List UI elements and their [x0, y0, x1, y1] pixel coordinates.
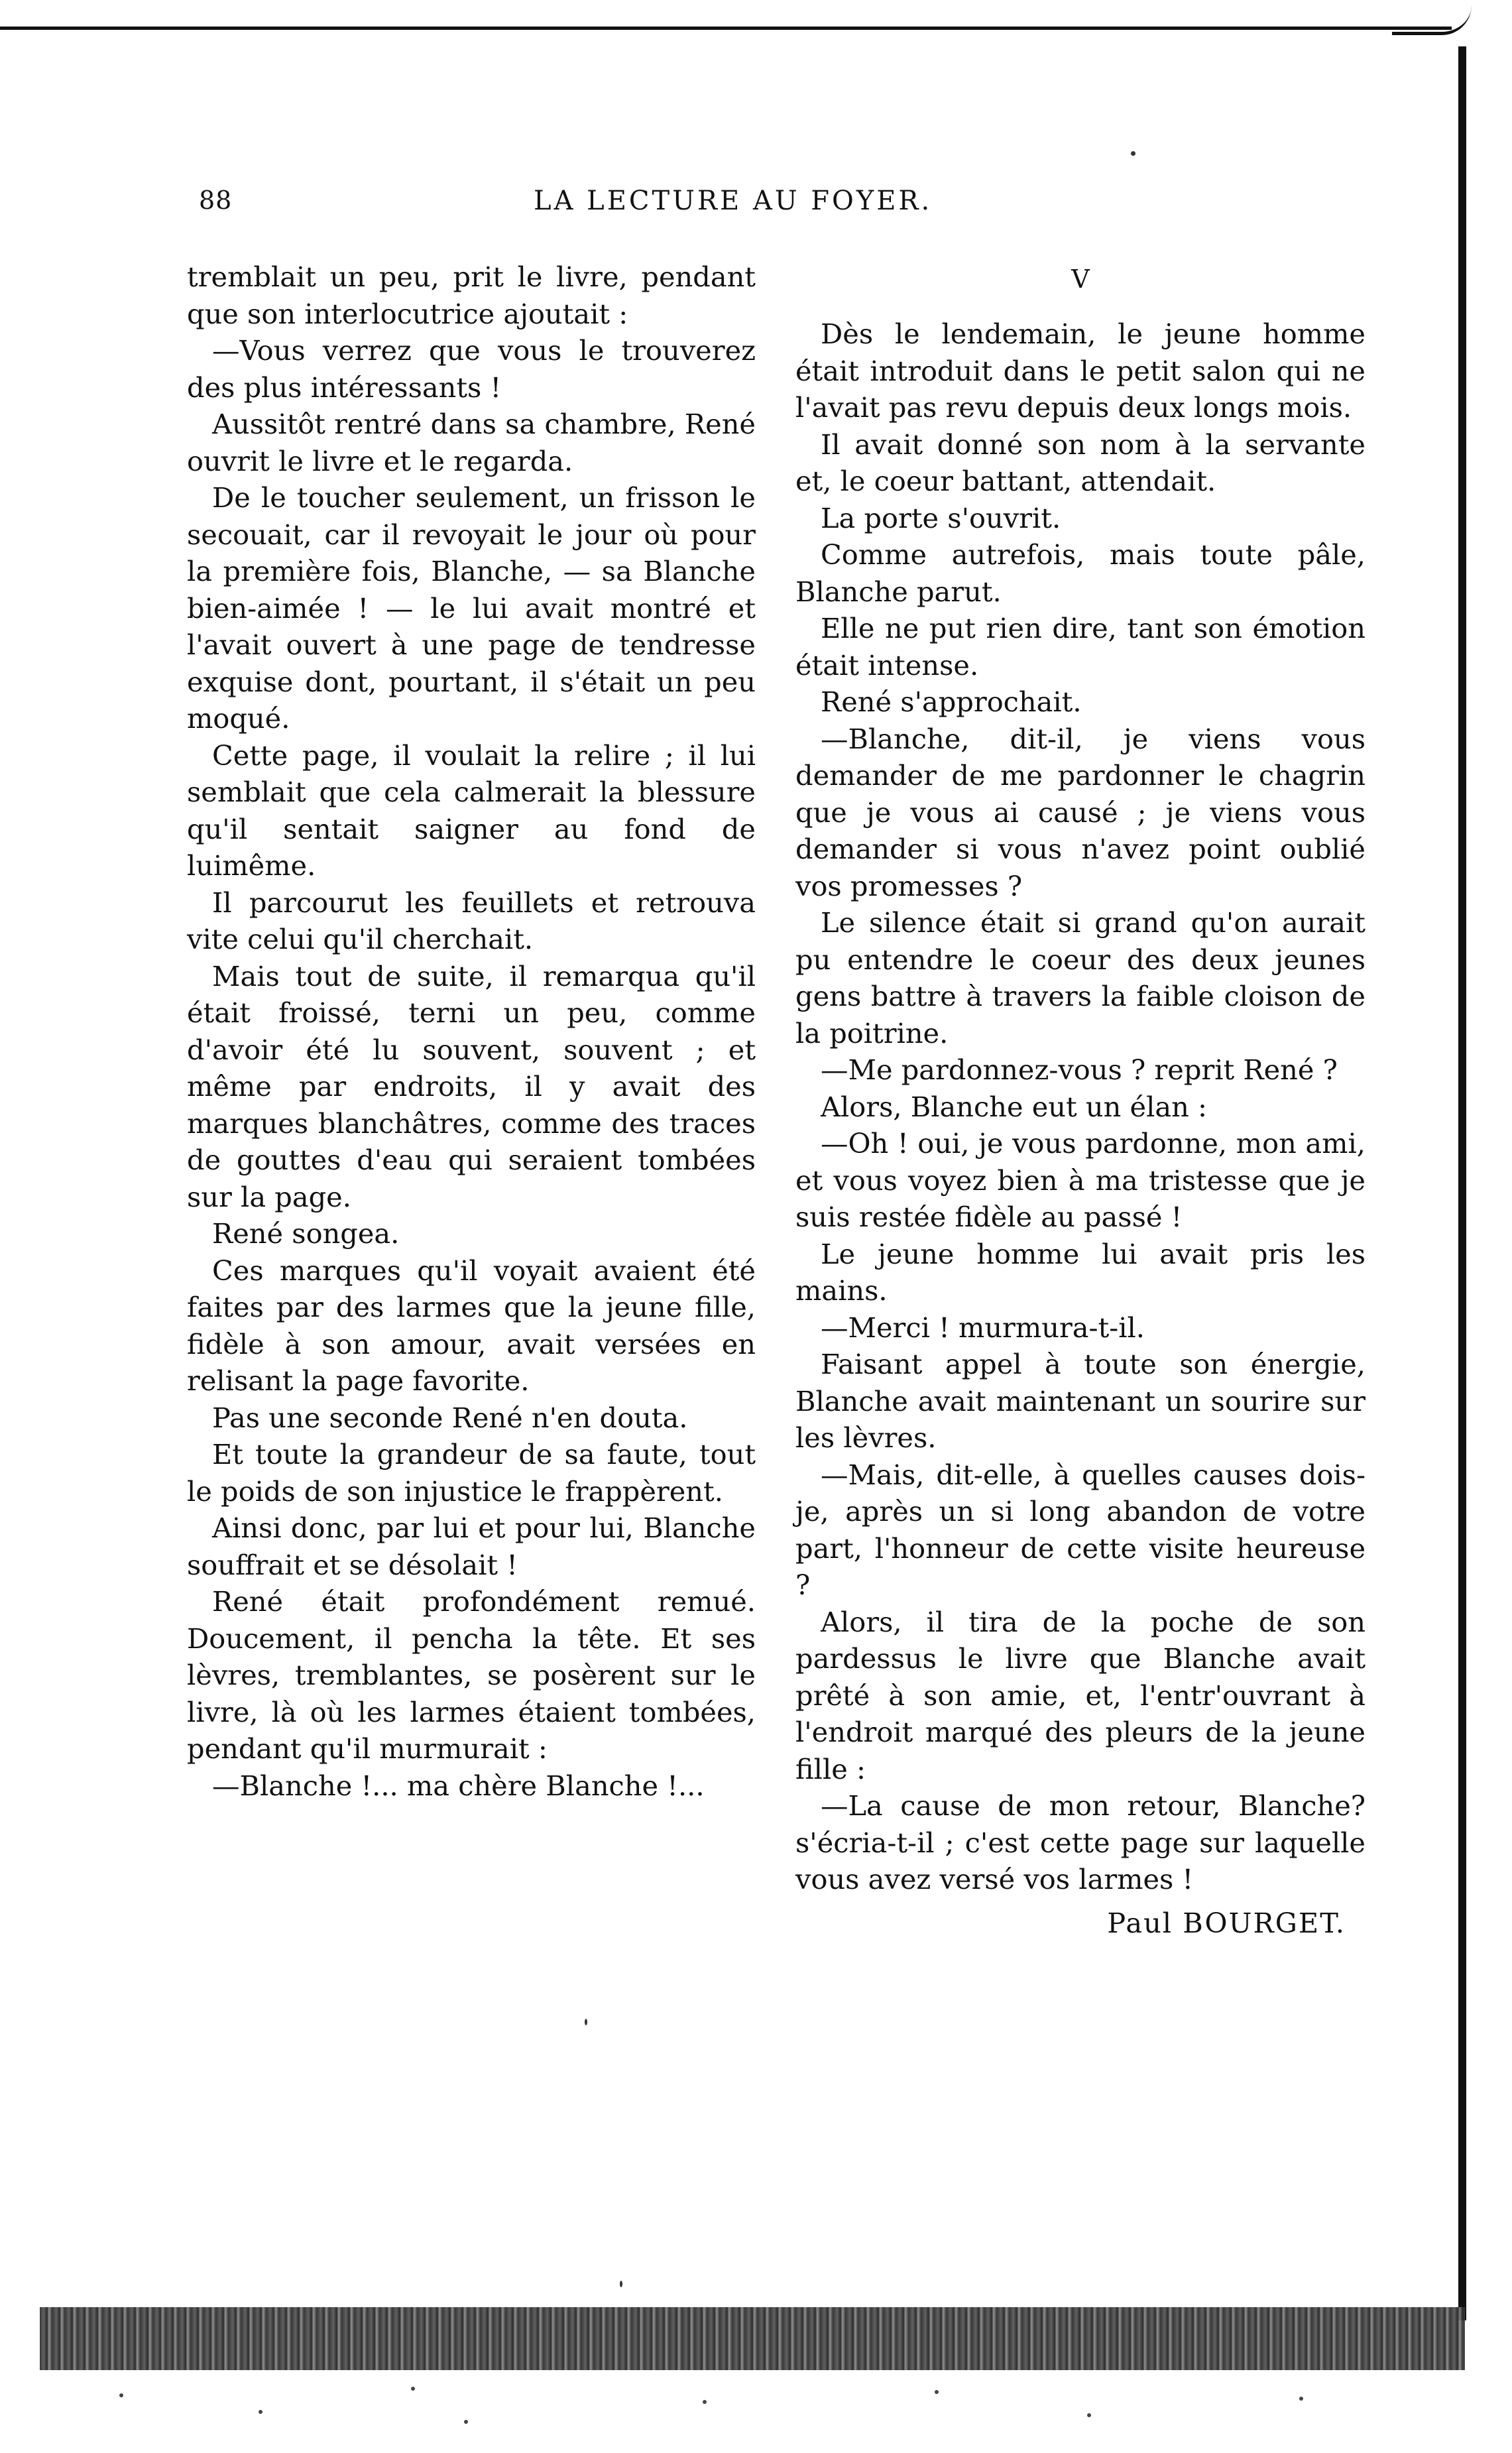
paragraph: Faisant appel à toute son énergie, Blanche avait maintenant un sourire sur les lèvres.: [795, 1348, 1366, 1454]
paragraph: Alors, il tira de la poche de son pardessus le livre que Blanche avait prêté à son amie, et, l'entr'ouvrant à l'endroit marqué des pleurs de la jeune fille :: [795, 1605, 1366, 1785]
paragraph: Aussitôt rentré dans sa chambre, René ouvrit le livre et le regarda.: [187, 408, 756, 477]
paragraph: —Blanche, dit-il, je viens vous demander de me pardonner le chagrin que je vous ai causé ; je viens vous demander si vous n'avez point oublié vos promesses ?: [795, 722, 1366, 902]
right-margin-rule: [1458, 46, 1466, 2320]
paragraph: Mais tout de suite, il remarqua qu'il était froissé, terni un peu, comme d'avoir été lu souvent, souvent ; et même par endroits, il y avait des marques blanchâtres, comme des traces de gouttes d'eau qui seraient tombées sur la page.: [187, 959, 756, 1213]
paragraph: Comme autrefois, mais toute pâle, Blanche parut.: [795, 538, 1366, 608]
paragraph: —Oh ! oui, je vous pardonne, mon ami, et vous voyez bien à ma tristesse que je suis restée fidèle au passé !: [795, 1127, 1366, 1233]
paragraph: Le silence était si grand qu'on aurait pu entendre le coeur des deux jeunes gens battre à travers la faible cloison de la poitrine.: [795, 906, 1366, 1049]
paragraph: Cette page, il voulait la relire ; il lui semblait que cela calmerait la blessure qu'il sentait saigner au fond de luimême.: [187, 739, 756, 882]
scan-speck: [1087, 2413, 1091, 2417]
paragraph: Et toute la grandeur de sa faute, tout le poids de son injustice le frappèrent.: [187, 1438, 756, 1508]
stray-mark: [620, 2281, 622, 2287]
paragraph: René songea.: [212, 1217, 400, 1250]
paragraph: Il avait donné son nom à la servante et, le coeur battant, attendait.: [795, 428, 1366, 497]
paragraph: —Vous verrez que vous le trouverez des plus intéressants !: [187, 334, 756, 404]
page-number: 88: [199, 186, 233, 215]
scan-speck: [411, 2387, 415, 2391]
scan-speckle-area: [40, 2373, 1465, 2453]
top-border-rule: [0, 27, 1452, 30]
scan-edge-band: [40, 2307, 1465, 2370]
running-title: LA LECTURE AU FOYER.: [534, 186, 933, 216]
paragraph: Dès le lendemain, le jeune homme était introduit dans le petit salon qui ne l'avait pas revu depuis deux longs mois.: [795, 318, 1366, 424]
left-column: [187, 259, 756, 1804]
paragraph: —La cause de mon retour, Blanche? s'écria-t-il ; c'est cette page sur laquelle vous avez versé vos larmes !: [795, 1789, 1366, 1895]
scan-speck: [259, 2410, 262, 2414]
paragraph: René s'approchait.: [821, 686, 1082, 718]
scan-speck: [703, 2400, 707, 2404]
paragraph: —Me pardonnez-vous ? reprit René ?: [821, 1053, 1338, 1086]
paragraph: De le toucher seulement, un frisson le secouait, car il revoyait le jour où pour la première fois, Blanche, — sa Blanche bien-aimée ! — le lui avait montré et l'avait ouvert à une page de tendresse exquise dont, pourtant, il s'était un peu moqué.: [187, 481, 756, 735]
paragraph: Il parcourut les feuillets et retrouva vite celui qu'il cherchait.: [187, 886, 756, 955]
top-border-curl: [1392, 5, 1472, 35]
paragraph: Le jeune homme lui avait pris les mains.: [795, 1237, 1366, 1307]
paragraph: René était profondément remué. Doucement, il pencha la tête. Et ses lèvres, tremblantes, se posèrent sur le livre, là où les larmes étaient tombées, pendant qu'il murmurait :: [187, 1585, 756, 1765]
section-number: V: [1071, 265, 1090, 294]
right-column: [795, 259, 1366, 1941]
paragraph: —Merci ! murmura-t-il.: [821, 1311, 1145, 1344]
paragraph: La porte s'ouvrit.: [821, 501, 1061, 534]
paragraph: Alors, Blanche eut un élan :: [821, 1090, 1207, 1123]
stray-mark: [585, 2019, 587, 2025]
paragraph: —Mais, dit-elle, à quelles causes dois-je, après un si long abandon de votre part, l'honneur de cette visite heureuse ?: [795, 1458, 1366, 1601]
paragraph: Elle ne put rien dire, tant son émotion était intense.: [795, 612, 1366, 682]
scan-speck: [935, 2390, 939, 2394]
author-signature: Paul BOURGET.: [1107, 1906, 1346, 1939]
scan-speck: [1299, 2397, 1303, 2401]
scan-speck: [464, 2420, 468, 2424]
paragraph: —Blanche !... ma chère Blanche !...: [212, 1769, 705, 1802]
page-header: [199, 186, 1445, 225]
paragraph: Pas une seconde René n'en douta.: [212, 1401, 688, 1434]
paragraph: Ainsi donc, par lui et pour lui, Blanche souffrait et se désolait !: [187, 1512, 756, 1581]
paragraph: Ces marques qu'il voyait avaient été faites par des larmes que la jeune fille, fidèle à son amour, avait versées en relisant la page favorite.: [187, 1254, 756, 1397]
paragraph: tremblait un peu, prit le livre, pendant que son interlocutrice ajoutait :: [187, 261, 756, 330]
stray-mark: [1131, 151, 1135, 156]
scan-speck: [119, 2393, 123, 2397]
